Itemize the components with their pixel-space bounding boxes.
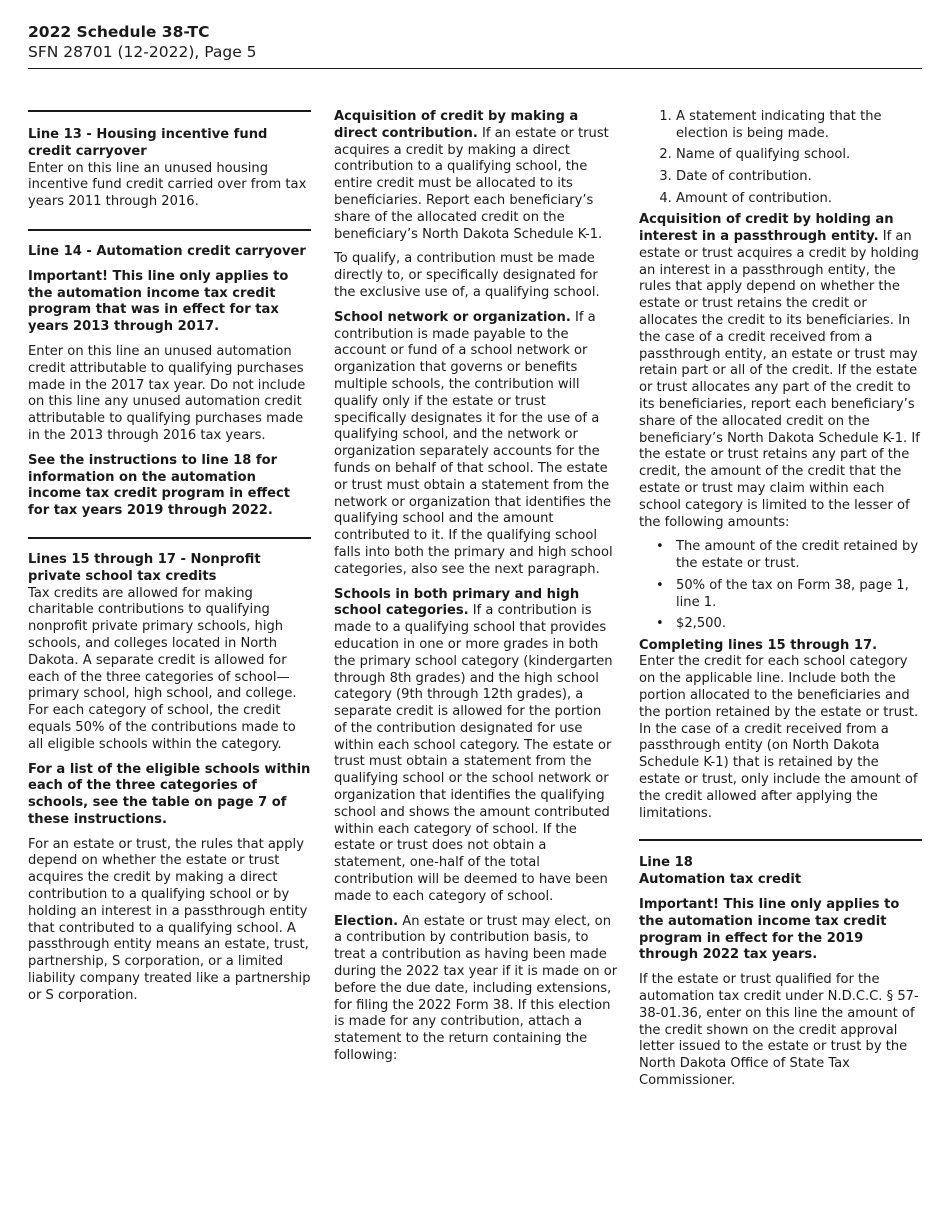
list-item — [656, 616, 922, 633]
election-body: An estate or trust may elect, on a contribution by contribution basis, to treat a contribution as having been made during the 2022 tax year if it is made on or before the due date, including extensions, for filing the 2022 Form 38. If this election is made for any contribution, attach a statement to the return containing the following: — [334, 913, 618, 1064]
line14-important: Important! This line only applies to the automation income tax credit program that was in effect for tax years 2013 through 2017. — [28, 268, 289, 335]
limit-text: $2,500. — [676, 616, 726, 632]
list-item — [656, 539, 922, 573]
both-categories-lead: Schools in both primary and high school categories. — [334, 586, 580, 619]
both-categories-body: If a contribution is made to a qualifying school that provides education in one or more grades in both the primary school category (kindergarten through 8th grades) and the high school category (9th through 12th grades), a separate credit is allowed for the portion of the contribution designated for use within each school category. The estate or trust must obtain a statement from the qualifying school or the school network or organization that identifies the qualifying school and shows the amount contributed within each category of school. If the estate or trust does not obtain a statement, one-half of the total contribution will be deemed to have been made to each category of school. — [334, 603, 613, 904]
network-paragraph — [334, 310, 618, 579]
column-right — [639, 88, 922, 1090]
both-categories-paragraph — [334, 587, 618, 906]
column-left — [28, 88, 311, 1005]
lines15-17-estate-rules: For an estate or trust, the rules that apply depend on whether the estate or trust acquires the credit by making a direct contribution to a qualifying school or by holding an interest in a passthrough entity that contributed to a qualifying school. A passthrough entity means an estate, trust, partnership, S corporation, or a limited liability company treated like a partnership or S corporation. — [28, 836, 311, 1003]
bullet-icon: • — [656, 539, 664, 555]
limit-text: The amount of the credit retained by the estate or trust. — [676, 539, 919, 572]
election-paragraph — [334, 914, 618, 1065]
list-item — [656, 577, 922, 612]
page-header — [28, 22, 922, 62]
line18-important: Important! This line only applies to the automation income tax credit program in effect for the 2019 through 2022 tax years. — [639, 897, 900, 963]
line13-body: Enter on this line an unused housing incentive fund credit carried over from tax years 2011 through 2016. — [28, 160, 307, 210]
passthrough-lead: Acquisition of credit by holding an interest in a passthrough entity. — [639, 212, 894, 244]
list-item: 4. Amount of contribution. — [676, 191, 922, 208]
lines15-17-list-note: For a list of the eligible schools within each of the three categories of schools, see the table on page 7 of these instructions. — [28, 761, 311, 827]
list-item: 3. Date of contribution. — [676, 169, 922, 186]
list-item: 1. A statement indicating that the election is being made. — [676, 109, 922, 143]
lines15-17-title: Lines 15 through 17 - Nonprofit private school tax credits — [28, 551, 261, 584]
qualify-paragraph: To qualify, a contribution must be made directly to, or specifically designated for the exclusive use of, a qualifying school. — [334, 251, 600, 300]
passthrough-body: If an estate or trust acquires a credit by holding an interest in a passthrough entity, the rules that apply depend on whether the estate or trust retains the credit or allocates the credit to its beneficiaries. In the case of a credit received from a passthrough entity, an estate or trust may retain part or all of the credit. If the estate or trust allocates any part of the credit to its beneficiaries, report each beneficiary’s share of the allocated credit on the beneficiary’s North Dakota Schedule K-1. If the estate or trust retains any part of the credit, the amount of the credit that the estate or trust may claim within each school category is limited to the lesser of the following amounts: — [639, 228, 920, 530]
network-body: If a contribution is made payable to the account or fund of a school network or organization that governs or benefits multiple schools, the contribution will qualify only if the estate or trust specifically designates it for the use of a qualifying school, and the network or organization separately accounts for the funds on behalf of that school. The estate or trust must obtain a statement from the network or organization that identifies the qualifying school and the amount contributed to it. If the qualifying school falls into both the primary and high school categories, also see the next paragraph. — [334, 309, 613, 577]
line14-see-note: See the instructions to line 18 for information on the automation income tax credit program in effect for tax years 2019 through 2022. — [28, 452, 290, 519]
direct-contribution-body: If an estate or trust acquires a credit by making a direct contribution to a qualifying school, the entire credit must be allocated to its beneficiaries. Report each beneficiary’s share of the allocated credit on the beneficiary’s North Dakota Schedule K-1. — [334, 125, 609, 242]
column-middle — [334, 88, 618, 1065]
header-divider — [28, 68, 922, 69]
limit-text: 50% of the tax on Form 38, page 1, line 1. — [676, 577, 909, 610]
network-lead: School network or organization. — [334, 309, 571, 325]
line18-body: If the estate or trust qualified for the automation tax credit under N.D.C.C. § 57-38-01.36, enter on this line the amount of the credit shown on the credit approval letter issued to the estate or trust by the North Dakota Office of State Tax Commissioner. — [639, 972, 919, 1089]
election-lead: Election. — [334, 913, 399, 929]
lines15-17-body: Tax credits are allowed for making charitable contributions to qualifying nonprofit private primary schools, high schools, and colleges located in North Dakota. A separate credit is allowed for each of the three categories of school—primary school, high school, and college. For each category of school, the credit equals 50% of the contributions made to all eligible schools within the category. — [28, 585, 297, 752]
direct-contribution-lead: Acquisition of credit by making a direct contribution. — [334, 109, 579, 141]
line14-body: Enter on this line an unused automation credit attributable to qualifying purchases made in the 2017 tax year. Do not include on this line any unused automation credit attributable to qualifying purchases made in the 2013 through 2016 tax years. — [28, 343, 306, 443]
completing-body: Enter the credit for each school category on the applicable line. Include both the portion allocated to the beneficiaries and the portion retained by the estate or trust. In the case of a credit received from a passthrough entity (on North Dakota Schedule K-1) that is retained by the estate or trust, only include the amount of the credit allowed after applying the limitations. — [639, 654, 919, 821]
limits-list — [639, 539, 922, 633]
line13-title: Line 13 - Housing incentive fund credit carryover — [28, 127, 268, 159]
passthrough-paragraph — [639, 212, 922, 531]
list-item: 2. Name of qualifying school. — [676, 147, 922, 164]
line18-title: Line 18 — [639, 855, 693, 871]
completing-lead: Completing lines 15 through 17. — [639, 637, 878, 653]
election-statement-list — [639, 109, 922, 207]
line14-title: Line 14 - Automation credit carryover — [28, 243, 306, 259]
form-title: 2022 Schedule 38-TC — [28, 23, 210, 41]
form-subtitle: SFN 28701 (12-2022), Page 5 — [28, 43, 257, 61]
bullet-icon: • — [656, 577, 664, 593]
direct-contribution-paragraph — [334, 109, 618, 243]
bullet-icon: • — [656, 616, 664, 632]
line18-subtitle: Automation tax credit — [639, 872, 802, 888]
